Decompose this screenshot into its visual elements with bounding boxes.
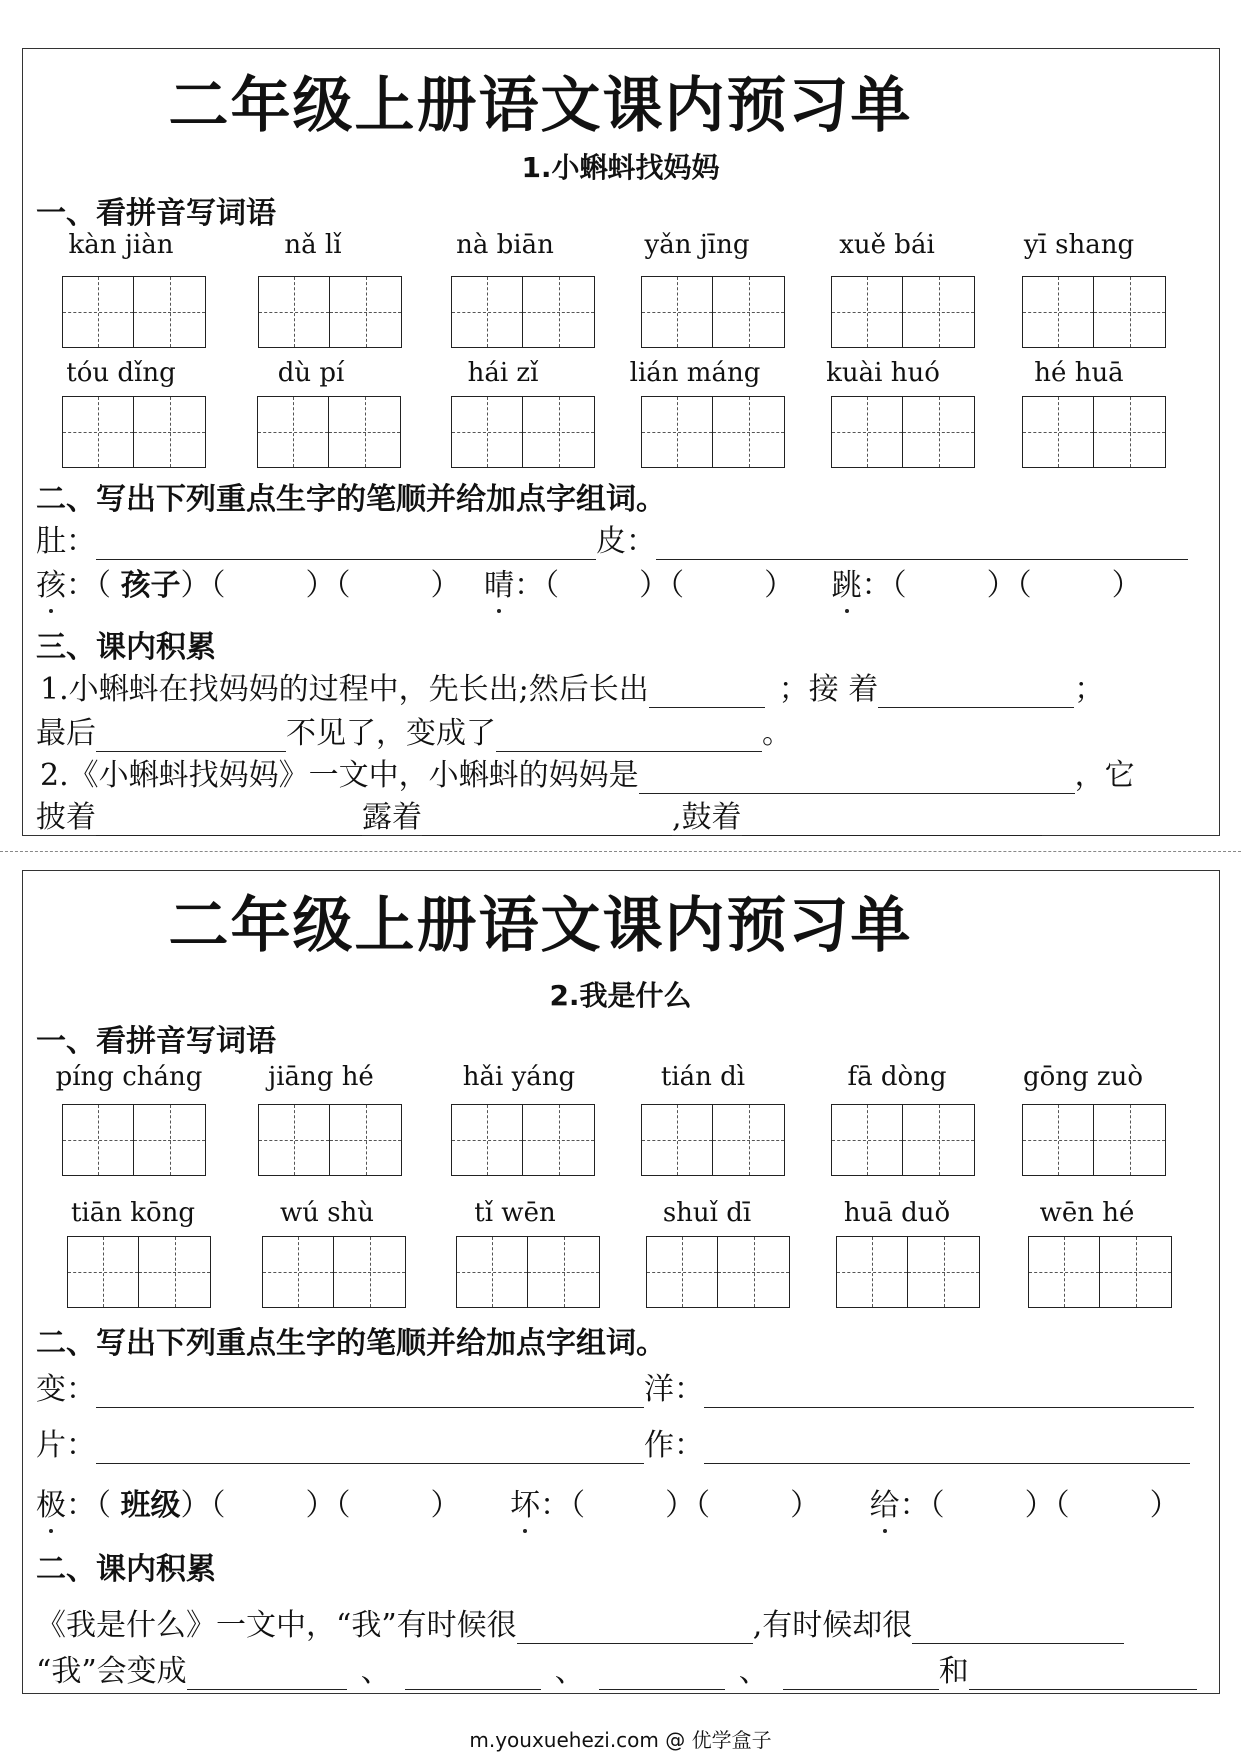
- stroke-order-line: [36, 1364, 1194, 1408]
- sheet2-subtitle: 2.我是什么: [549, 979, 692, 1012]
- question-text: 《我是什么》一文中，“我”有时候很: [36, 1608, 517, 1643]
- pinyin-label: gōng zuò: [1022, 1062, 1144, 1092]
- stroke-char: 片：: [36, 1428, 96, 1463]
- writing-grid[interactable]: [831, 1104, 975, 1176]
- question-text: ，它: [1074, 758, 1135, 793]
- dotted-char: 晴: [484, 568, 515, 603]
- answer-blank[interactable]: [704, 1377, 1194, 1408]
- pinyin-label: huā duǒ: [843, 1198, 951, 1228]
- cut-line: [0, 851, 1241, 852]
- question-line: [40, 664, 1104, 708]
- sheet2-section2-heading: 二、写出下列重点生字的笔顺并给加点字组词。: [36, 1326, 666, 1361]
- writing-grid[interactable]: [258, 276, 402, 348]
- stroke-char: 洋：: [644, 1372, 704, 1407]
- pinyin-label: tóu dǐng: [66, 358, 176, 388]
- pinyin-label: tián dì: [660, 1062, 746, 1092]
- pinyin-label: yǎn jīng: [644, 230, 750, 260]
- question-text: ；接 着: [778, 672, 879, 707]
- example-word: 孩子: [120, 568, 181, 603]
- question-line: [36, 708, 792, 752]
- separator: 、: [360, 1654, 391, 1689]
- stroke-char: 变：: [36, 1372, 96, 1407]
- question-text: ,鼓着: [672, 800, 742, 835]
- answer-blank[interactable]: [96, 1377, 644, 1408]
- question-text: 。: [762, 716, 792, 751]
- stroke-order-line: [36, 1420, 1190, 1464]
- pinyin-label: yī shang: [1023, 230, 1135, 260]
- pinyin-label: lián máng: [629, 358, 761, 388]
- question-text: ；: [1074, 672, 1105, 707]
- question-text: 2.《小蝌蚪找妈妈》一文中，小蝌蚪的妈妈是: [40, 758, 639, 793]
- paren: ）: [430, 1488, 461, 1523]
- example-word: 班级: [120, 1488, 181, 1523]
- answer-blank[interactable]: [912, 1613, 1124, 1644]
- writing-grid[interactable]: [258, 1104, 402, 1176]
- answer-blank[interactable]: [639, 763, 1075, 794]
- pinyin-label: hé huā: [1034, 358, 1124, 388]
- paren-open: ：（: [861, 568, 907, 603]
- writing-grid[interactable]: [836, 1236, 980, 1308]
- writing-grid[interactable]: [1028, 1236, 1172, 1308]
- stroke-order-line: [36, 516, 1188, 560]
- paren: ）: [1111, 568, 1142, 603]
- paren: ）（: [665, 1488, 711, 1523]
- answer-blank[interactable]: [704, 1433, 1190, 1464]
- answer-blank[interactable]: [517, 1613, 753, 1644]
- paren: ）（: [1024, 1488, 1070, 1523]
- writing-grid[interactable]: [641, 396, 785, 468]
- sheet1-subtitle: 1.小蝌蚪找妈妈: [521, 151, 720, 184]
- writing-grid[interactable]: [1022, 396, 1166, 468]
- pinyin-label: shuǐ dī: [662, 1198, 752, 1228]
- sheet2-title: 二年级上册语文课内预习单: [168, 891, 913, 961]
- question-line: [40, 750, 1135, 794]
- answer-blank[interactable]: [405, 1659, 541, 1690]
- answer-blank[interactable]: [96, 805, 362, 836]
- writing-grid[interactable]: [1022, 276, 1166, 348]
- paren: ）: [1149, 1488, 1180, 1523]
- writing-grid[interactable]: [62, 276, 206, 348]
- paren-open: ：（: [66, 1488, 111, 1523]
- answer-blank[interactable]: [96, 1433, 644, 1464]
- paren-open: ：（: [514, 568, 560, 603]
- pinyin-label: hǎi yáng: [462, 1062, 576, 1092]
- question-text: “我”会变成: [36, 1654, 187, 1689]
- pinyin-label: tǐ wēn: [474, 1198, 556, 1228]
- pinyin-label: hái zǐ: [467, 358, 539, 388]
- writing-grid[interactable]: [62, 1104, 206, 1176]
- dotted-char: 坏: [510, 1488, 541, 1523]
- writing-grid[interactable]: [831, 396, 975, 468]
- pinyin-label: tiān kōng: [70, 1198, 196, 1228]
- answer-blank[interactable]: [742, 805, 1042, 836]
- writing-grid[interactable]: [262, 1236, 406, 1308]
- answer-blank[interactable]: [649, 677, 765, 708]
- question-text: 不见了，变成了: [286, 716, 496, 751]
- sheet2-section1-heading: 一、看拼音写词语: [36, 1024, 276, 1059]
- answer-blank[interactable]: [783, 1659, 939, 1690]
- writing-grid[interactable]: [646, 1236, 790, 1308]
- stroke-char: 作：: [644, 1428, 704, 1463]
- question-line: [36, 792, 1042, 836]
- writing-grid[interactable]: [67, 1236, 211, 1308]
- question-text: 披着: [36, 800, 96, 835]
- paren: ）（: [180, 1488, 226, 1523]
- sheet1-section3-heading: 三、课内积累: [36, 630, 216, 665]
- paren-open: ：（: [66, 568, 111, 603]
- sheet1-section2-heading: 二、写出下列重点生字的笔顺并给加点字组词。: [36, 482, 666, 517]
- paren: ）（: [305, 568, 351, 603]
- writing-grid[interactable]: [831, 276, 975, 348]
- separator: 、: [738, 1654, 769, 1689]
- question-text: 和: [938, 1654, 969, 1689]
- writing-grid[interactable]: [62, 396, 206, 468]
- pinyin-label: dù pí: [277, 358, 345, 388]
- answer-blank[interactable]: [422, 805, 672, 836]
- writing-grid[interactable]: [451, 396, 595, 468]
- paren: ）: [764, 568, 795, 603]
- answer-blank[interactable]: [599, 1659, 725, 1690]
- question-text: 最后: [36, 716, 96, 751]
- question-line: [36, 1600, 1124, 1644]
- dotted-char: 给: [869, 1488, 900, 1523]
- pinyin-label: nà biān: [456, 230, 554, 260]
- dotted-char: 孩: [36, 568, 66, 603]
- sheet1-section1-heading: 一、看拼音写词语: [36, 196, 276, 231]
- question-text: 1.小蝌蚪在找妈妈的过程中，先长出;然后长出: [40, 672, 649, 707]
- stroke-char: 肚：: [36, 524, 96, 559]
- paren: ）（: [180, 568, 226, 603]
- pinyin-label: kàn jiàn: [68, 230, 174, 260]
- writing-grid[interactable]: [451, 1104, 595, 1176]
- answer-blank[interactable]: [96, 721, 286, 752]
- paren: ）（: [305, 1488, 351, 1523]
- separator: 、: [554, 1654, 585, 1689]
- writing-grid[interactable]: [451, 276, 595, 348]
- paren: ）（: [639, 568, 685, 603]
- dotted-char: 跳: [831, 568, 862, 603]
- question-line: [36, 1646, 1197, 1690]
- pinyin-label: wēn hé: [1039, 1198, 1135, 1228]
- footer-credit: m.youxuehezi.com @ 优学盒子: [469, 1728, 772, 1752]
- answer-blank[interactable]: [878, 677, 1074, 708]
- answer-blank[interactable]: [187, 1659, 347, 1690]
- stroke-char: 皮：: [596, 524, 656, 559]
- pinyin-label: wú shù: [279, 1198, 375, 1228]
- paren: ）（: [986, 568, 1032, 603]
- word-group-line: [36, 560, 1142, 604]
- paren-open: ：（: [899, 1488, 945, 1523]
- question-text: ,有时候却很: [752, 1608, 913, 1643]
- answer-blank[interactable]: [96, 529, 596, 560]
- answer-blank[interactable]: [496, 721, 762, 752]
- pinyin-label: jiāng hé: [268, 1062, 374, 1092]
- answer-blank[interactable]: [969, 1659, 1197, 1690]
- word-group-line: [36, 1480, 1180, 1524]
- pinyin-label: kuài huó: [826, 358, 940, 388]
- pinyin-label: píng cháng: [55, 1062, 203, 1092]
- answer-blank[interactable]: [656, 529, 1188, 560]
- writing-grid[interactable]: [257, 396, 401, 468]
- pinyin-label: fā dòng: [847, 1062, 947, 1092]
- paren-open: ：（: [540, 1488, 586, 1523]
- paren: ）: [430, 568, 461, 603]
- question-text: 露着: [362, 800, 422, 835]
- pinyin-label: nǎ lǐ: [284, 230, 342, 260]
- pinyin-label: xuě bái: [839, 230, 935, 260]
- writing-grid[interactable]: [641, 1104, 785, 1176]
- writing-grid[interactable]: [456, 1236, 600, 1308]
- sheet2-section3-heading: 二、课内积累: [36, 1552, 216, 1587]
- writing-grid[interactable]: [641, 276, 785, 348]
- sheet1-title: 二年级上册语文课内预习单: [168, 71, 913, 141]
- paren: ）: [790, 1488, 821, 1523]
- writing-grid[interactable]: [1022, 1104, 1166, 1176]
- dotted-char: 极: [36, 1488, 66, 1523]
